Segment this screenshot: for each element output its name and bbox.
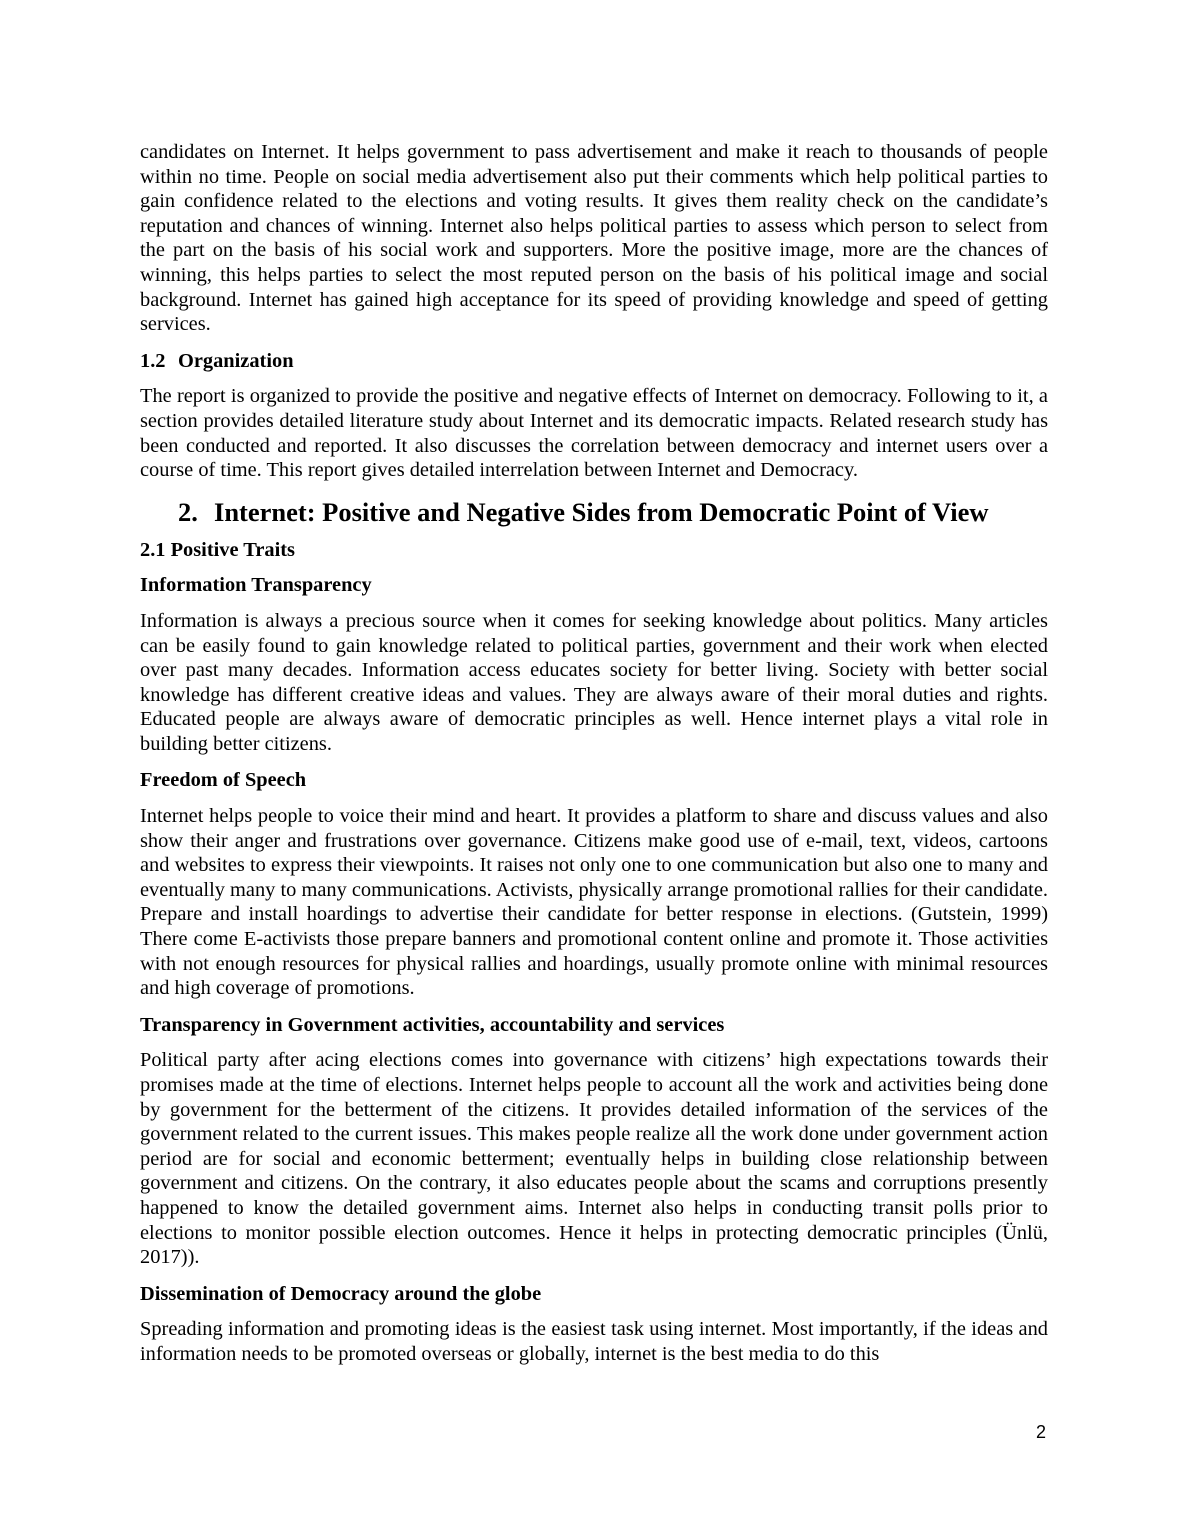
- organization-heading: [140, 349, 1048, 374]
- section-2-title: Internet: Positive and Negative Sides from Democratic Point of View: [214, 496, 989, 527]
- information-transparency-heading: Information Transparency: [140, 574, 372, 597]
- freedom-of-speech-heading: Freedom of Speech: [140, 769, 307, 792]
- dissemination-heading: Dissemination of Democracy around the globe: [140, 1282, 542, 1305]
- positive-traits-heading: 2.1 Positive Traits: [140, 538, 295, 561]
- organization-heading-title: Organization: [178, 349, 294, 372]
- document-page: [140, 140, 1048, 1378]
- information-transparency-paragraph: Information is always a precious source when it comes for seeking knowledge about politics. Many articles can be easily found to gain knowledge related to political parties, government and their work when elected over past many decades. Information access educates society for better living. Society with better social knowledge has different creative ideas and values. They are always aware of their moral duties and rights. Educated people are always aware of democratic principles as well. Hence internet plays a vital role in building better citizens.: [140, 609, 1048, 755]
- section-2-number: 2.: [178, 496, 198, 527]
- freedom-of-speech-paragraph: Internet helps people to voice their mind and heart. It provides a platform to share and discuss values and also show their anger and frustrations over governance. Citizens make good use of e-mail, text, videos, cartoons and websites to express their viewpoints. It raises not only one to one communication but also one to many and eventually many to many communications. Activists, physically arrange promotional rallies for their candidate. Prepare and install hoardings to advertise their candidate for better response in elections. (Gutstein, 1999) There come E-activists those prepare banners and promotional content online and promote it. Those activities with not enough resources for physical rallies and hoardings, usually promote online with minimal resources and high coverage of promotions.: [140, 805, 1048, 1000]
- transparency-government-paragraph: Political party after acing elections comes into governance with citizens’ high expectations towards their promises made at the time of elections. Internet helps people to account all the work and activities being done by government for the betterment of the citizens. It provides detailed information of the services of the government related to the current issues. This makes people realize all the work done under government action period are for social and economic betterment; eventually helps in building close relationship between government and citizens. On the contrary, it also educates people about the scams and corruptions presently happened to know the detailed government aims. Internet also helps in conducting transit polls prior to elections to monitor possible election outcomes. Hence it helps in protecting democratic principles (Ünlü, 2017)).: [140, 1049, 1048, 1269]
- dissemination-paragraph: Spreading information and promoting ideas is the easiest task using internet. Most importantly, if the ideas and information needs to be promoted overseas or globally, internet is the best media to do this: [140, 1318, 1048, 1365]
- page-number: 2: [1036, 1422, 1047, 1442]
- organization-paragraph: The report is organized to provide the positive and negative effects of Internet on democracy. Following to it, a section provides detailed literature study about Internet and its democratic impacts. Related research study has been conducted and reported. It also discusses the correlation between democracy and internet users over a course of time. This report gives detailed interrelation between Internet and Democracy.: [140, 385, 1048, 482]
- intro-paragraph: candidates on Internet. It helps government to pass advertisement and make it reach to thousands of people within no time. People on social media advertisement also put their comments which help political parties to gain confidence related to the elections and voting results. It gives them reality check on the candidate’s reputation and chances of winning. Internet also helps political parties to assess which person to select from the part on the basis of his social work and supporters. More the positive image, more are the chances of winning, this helps parties to select the most reputed person on the basis of his political image and social background. Internet has gained high acceptance for its speed of providing knowledge and speed of getting services.: [140, 141, 1048, 336]
- section-2-heading: [140, 496, 1048, 528]
- transparency-government-heading: Transparency in Government activities, accountability and services: [140, 1013, 725, 1036]
- organization-heading-number: 1.2: [140, 349, 166, 372]
